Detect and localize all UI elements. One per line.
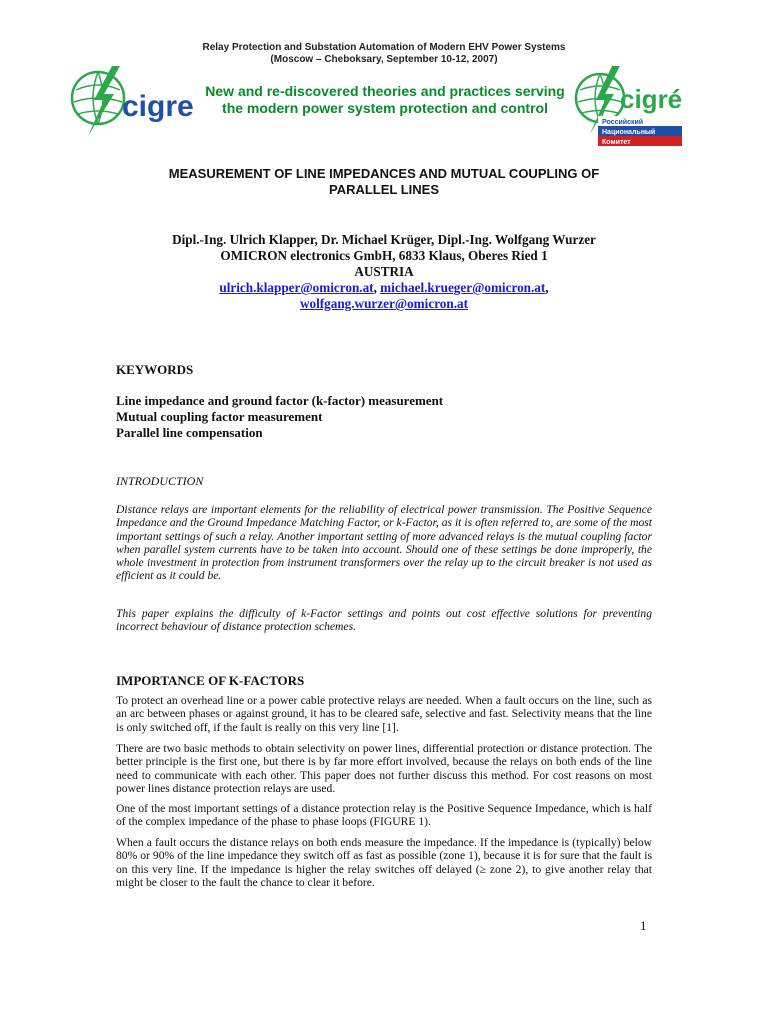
cigre-wordmark-left: cigre <box>122 90 194 123</box>
tagline-line1: New and re-discovered theories and practices serving <box>205 83 565 99</box>
email-link-krueger[interactable]: michael.krueger@omicron.at <box>380 280 546 295</box>
keyword-item: Parallel line compensation <box>116 425 263 440</box>
cigre-russia-logo <box>568 62 686 154</box>
svg-text:Российский: Российский <box>602 119 644 126</box>
email-link-wurzer[interactable]: wolfgang.wurzer@omicron.at <box>299 296 469 311</box>
importance-paragraph-2: There are two basic methods to obtain selectivity on power lines, differential protection or distance protection. The better principle is the first one, but there is by far more effort involved, because the relays on both ends of the line need to communicate with each other. This paper does not further discuss this method. For cost reasons on most power lines distance protection relays are used. <box>116 742 652 795</box>
keyword-item: Mutual coupling factor measurement <box>116 409 323 424</box>
svg-text:Комитет: Комитет <box>602 139 631 146</box>
author-emails-line1: ulrich.klapper@omicron.at, michael.krueger@omicron.at, <box>219 280 549 295</box>
paper-title-line1: MEASUREMENT OF LINE IMPEDANCES AND MUTUAL COUPLING OF <box>168 166 600 181</box>
email-link-klapper[interactable]: ulrich.klapper@omicron.at <box>219 280 374 295</box>
intro-paragraph-1: Distance relays are important elements for the reliability of electrical power transmission. The Positive Sequence Impedance and the Ground Impedance Matching Factor, or k-Factor, as it is often referred to, are some of the most important settings of such a relay. Another important setting of more advanced relays is the mutual coupling factor when parallel system currents have to be taken into account. Should one of these settings be done improperly, the whole investment in protection from instrument transformers over the relay up to the circuit breaker is not used as efficient as it could be. <box>116 503 652 583</box>
importance-paragraph-1: To protect an overhead line or a power cable protective relays are needed. When a fault occurs on the line, such as an arc between phases or against ground, it has to be cleared safe, selective and fast. Selectivity means that the line is only switched off, if the fault is really on this very line [1]. <box>116 694 652 734</box>
paper-title-line2: PARALLEL LINES <box>328 182 440 197</box>
svg-text:Национальный: Национальный <box>602 129 656 136</box>
cigre-logo-left <box>68 60 194 140</box>
conference-dates: (Moscow – Cheboksary, September 10-12, 2007) <box>270 54 498 65</box>
importance-paragraph-4: When a fault occurs the distance relays on both ends measure the impedance. If the impedance is (typically) below 80% or 90% of the line impedance they switch off as fast as possible (zone 1), because it is for sure that the fault is on this very line. If the impedance is higher the relay switches off delayed (≥ zone 2), to give another relay that might be closer to the fault the chance to clear it before. <box>116 836 652 889</box>
cigre-wordmark-right: cigré <box>620 84 683 114</box>
author-country: AUSTRIA <box>354 264 414 279</box>
conference-title: Relay Protection and Substation Automation of Modern EHV Power Systems <box>202 42 566 53</box>
importance-heading: IMPORTANCE OF K-FACTORS <box>116 673 305 688</box>
author-emails-line2 <box>80 296 688 312</box>
author-names: Dipl.-Ing. Ulrich Klapper, Dr. Michael Krüger, Dipl.-Ing. Wolfgang Wurzer <box>172 232 596 247</box>
keyword-item: Line impedance and ground factor (k-factor) measurement <box>116 393 444 408</box>
tagline-line2: the modern power system protection and control <box>222 100 548 116</box>
keywords-heading: KEYWORDS <box>116 362 194 377</box>
importance-paragraph-3: One of the most important settings of a distance protection relay is the Positive Sequence Impedance, which is half of the complex impedance of the phase to phase loops (FIGURE 1). <box>116 802 652 829</box>
introduction-heading: INTRODUCTION <box>116 474 204 488</box>
page-number: 1 <box>640 918 647 933</box>
intro-paragraph-2: This paper explains the difficulty of k-Factor settings and points out cost effective solutions for preventing incorrect behaviour of distance protection schemes. <box>116 607 652 634</box>
author-affiliation: OMICRON electronics GmbH, 6833 Klaus, Oberes Ried 1 <box>220 248 548 263</box>
